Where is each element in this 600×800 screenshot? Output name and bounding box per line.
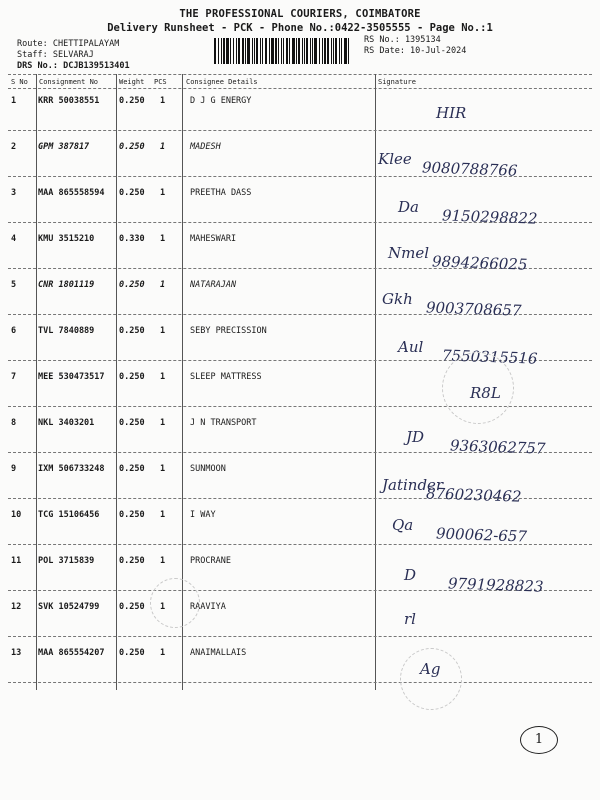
row-consignment: TCG 15106456: [38, 510, 100, 520]
barcode-bar: [281, 38, 282, 64]
handwritten-phone: 7550315516: [441, 346, 538, 368]
row-sno: 2: [11, 142, 17, 152]
row-weight: 0.330: [119, 234, 145, 244]
barcode-bar: [245, 38, 246, 64]
row-sno: 12: [11, 602, 22, 612]
barcode-bar: [236, 38, 237, 64]
barcode-bar: [327, 38, 329, 64]
handwritten-phone: 9791928823: [447, 574, 544, 596]
handwritten-signature: Jatinder: [382, 476, 444, 494]
row-separator: [8, 130, 592, 131]
barcode-bar: [256, 38, 258, 64]
row-weight: 0.250: [119, 326, 145, 336]
handwritten-signature: Nmel: [388, 244, 430, 262]
handwritten-phone: 9003708657: [425, 298, 522, 320]
row-weight: 0.250: [119, 280, 145, 290]
handwritten-signature: R8L: [470, 384, 501, 402]
row-weight: 0.250: [119, 418, 145, 428]
barcode-bar: [304, 38, 305, 64]
barcode-bar: [260, 38, 261, 64]
row-pcs: 1: [160, 234, 166, 244]
barcode-bar: [221, 38, 222, 64]
staff-label: Staff:: [17, 50, 48, 60]
row-consignment: POL 3715839: [38, 556, 95, 566]
row-pcs: 1: [160, 556, 166, 566]
barcode-bar: [271, 38, 274, 64]
handwritten-signature: D: [404, 566, 417, 584]
row-consignment: TVL 7840889: [38, 326, 95, 336]
row-pcs: 1: [160, 418, 166, 428]
handwritten-signature: Aul: [398, 338, 424, 356]
company-title: THE PROFESSIONAL COURIERS, COIMBATORE: [179, 8, 421, 20]
staff-value: SELVARAJ: [52, 50, 94, 60]
page-number-circle: [520, 726, 558, 754]
barcode-bar: [289, 38, 290, 64]
col-consignment: Consignment No: [39, 78, 99, 86]
row-consignment: KRR 50038551: [38, 96, 100, 106]
drs-line: [17, 61, 130, 71]
barcode-bar: [296, 38, 297, 64]
barcode-bar: [312, 38, 313, 64]
row-weight: 0.250: [119, 188, 145, 198]
row-sno: 13: [11, 648, 22, 658]
row-sno: 4: [11, 234, 17, 244]
table-top-border: [8, 74, 592, 75]
row-pcs: 1: [160, 648, 166, 658]
row-weight: 0.250: [119, 556, 145, 566]
row-pcs: 1: [160, 464, 166, 474]
barcode-bar: [344, 38, 347, 64]
barcode-bar: [302, 38, 303, 64]
handwritten-signature: Qa: [392, 516, 414, 534]
column-divider: [375, 74, 376, 690]
row-consignment: NKL 3403201: [38, 418, 95, 428]
row-pcs: 1: [160, 188, 166, 198]
row-consignee: NATARAJAN: [190, 280, 237, 290]
column-divider: [116, 74, 117, 690]
handwritten-signature: rl: [404, 610, 416, 628]
route-label: Route:: [17, 39, 48, 49]
barcode-bar: [269, 38, 270, 64]
handwritten-signature: JD: [406, 428, 425, 446]
barcode-bar: [335, 38, 337, 64]
col-weight: Weight: [119, 78, 145, 86]
barcode-bar: [214, 38, 216, 64]
barcode-bar: [254, 38, 255, 64]
row-pcs: 1: [160, 602, 166, 612]
col-pcs: PCS: [154, 78, 167, 86]
rs-date: RS Date: 10-Jul-2024: [364, 46, 467, 56]
row-consignee: PREETHA DASS: [190, 188, 252, 198]
row-pcs: 1: [160, 372, 166, 382]
rs-number: RS No.: 1395134: [364, 35, 441, 45]
row-weight: 0.250: [119, 464, 145, 474]
col-sno: S No: [11, 78, 28, 86]
header-bottom-border: [8, 88, 592, 89]
row-sno: 3: [11, 188, 17, 198]
row-consignee: MAHESWARI: [190, 234, 237, 244]
barcode-bar: [233, 38, 234, 64]
barcode-bar: [341, 38, 342, 64]
row-consignee: RAAVIYA: [190, 602, 226, 612]
row-consignee: D J G ENERGY: [190, 96, 252, 106]
handwritten-phone: 8760230462: [425, 484, 522, 506]
row-consignee: PROCRANE: [190, 556, 231, 566]
row-weight: 0.250: [119, 142, 145, 152]
barcode-bar: [319, 38, 320, 64]
handwritten-signature: Da: [398, 198, 419, 216]
drs-label: DRS No.:: [17, 61, 58, 71]
runsheet-subtitle: Delivery Runsheet - PCK - Phone No.:0422-3505555 - Page No.:1: [107, 22, 493, 34]
row-sno: 10: [11, 510, 22, 520]
barcode-bar: [331, 38, 332, 64]
row-weight: 0.250: [119, 602, 145, 612]
rubber-stamp: [150, 578, 200, 628]
row-consignment: MEE 530473517: [38, 372, 105, 382]
handwritten-phone: 900062-657: [435, 524, 528, 546]
barcode-bar: [333, 38, 334, 64]
row-consignee: SLEEP MATTRESS: [190, 372, 262, 382]
row-weight: 0.250: [119, 96, 145, 106]
handwritten-signature: Ag: [420, 660, 441, 678]
barcode-bar: [223, 38, 225, 64]
handwritten-phone: 9080788766: [421, 158, 518, 180]
row-consignee: SUNMOON: [190, 464, 226, 474]
staff-line: [17, 50, 94, 60]
handwritten-phone: 9894266025: [431, 252, 528, 274]
row-weight: 0.250: [119, 372, 145, 382]
route-line: [17, 39, 119, 49]
row-consignment: CNR 1801119: [38, 280, 95, 290]
column-divider: [36, 74, 37, 690]
row-consignment: SVK 10524799: [38, 602, 100, 612]
handwritten-signature: Gkh: [382, 290, 413, 308]
handwritten-phone: 9363062757: [449, 436, 546, 458]
barcode-bar: [278, 38, 279, 64]
row-pcs: 1: [160, 96, 166, 106]
row-consignee: SEBY PRECISSION: [190, 326, 267, 336]
row-pcs: 1: [160, 142, 166, 152]
row-pcs: 1: [160, 280, 166, 290]
row-separator: [8, 682, 592, 683]
col-signature: Signature: [378, 78, 416, 86]
row-consignment: KMU 3515210: [38, 234, 95, 244]
handwritten-signature: HIR: [436, 104, 467, 122]
barcode-bar: [230, 38, 231, 64]
barcode-bar: [314, 38, 317, 64]
row-pcs: 1: [160, 326, 166, 336]
barcode-bar: [226, 38, 229, 64]
row-sno: 8: [11, 418, 17, 428]
barcode-bar: [262, 38, 263, 64]
drs-value: DCJB139513401: [63, 61, 130, 71]
handwritten-signature: Klee: [378, 150, 412, 168]
barcode-bar: [324, 38, 326, 64]
row-consignment: IXM 506733248: [38, 464, 105, 474]
row-consignment: GPM 387817: [38, 142, 90, 152]
handwritten-phone: 9150298822: [441, 206, 538, 228]
barcode-bar: [322, 38, 323, 64]
barcode-bar: [252, 38, 253, 64]
barcode-bar: [339, 38, 340, 64]
row-sno: 5: [11, 280, 17, 290]
rubber-stamp: [400, 648, 462, 710]
barcode-bar: [283, 38, 284, 64]
page-circle-text: 1: [534, 732, 544, 747]
barcode-bar: [265, 38, 267, 64]
barcode-bar: [348, 38, 349, 64]
barcode-bar: [275, 38, 277, 64]
row-sno: 7: [11, 372, 17, 382]
row-weight: 0.250: [119, 648, 145, 658]
row-sno: 11: [11, 556, 22, 566]
barcode-bar: [292, 38, 295, 64]
barcode-bar: [238, 38, 240, 64]
barcode-bar: [218, 38, 219, 64]
col-consignee: Consignee Details: [186, 78, 258, 86]
row-sno: 9: [11, 464, 17, 474]
row-weight: 0.250: [119, 510, 145, 520]
barcode-bar: [306, 38, 308, 64]
row-consignment: MAA 865554207: [38, 648, 105, 658]
barcode-bar: [242, 38, 244, 64]
route-value: CHETTIPALAYAM: [52, 39, 120, 49]
row-sno: 6: [11, 326, 17, 336]
row-consignee: I WAY: [190, 510, 216, 520]
barcode-bar: [298, 38, 300, 64]
row-consignee: J N TRANSPORT: [190, 418, 257, 428]
row-sno: 1: [11, 96, 17, 106]
rubber-stamp: [442, 352, 514, 424]
row-consignment: MAA 865558594: [38, 188, 105, 198]
row-separator: [8, 636, 592, 637]
barcode-bar: [286, 38, 288, 64]
barcode: [214, 38, 352, 64]
row-consignee: ANAIMALLAIS: [190, 648, 247, 658]
barcode-bar: [247, 38, 250, 64]
row-consignee: MADESH: [190, 142, 221, 152]
row-pcs: 1: [160, 510, 166, 520]
barcode-bar: [310, 38, 311, 64]
